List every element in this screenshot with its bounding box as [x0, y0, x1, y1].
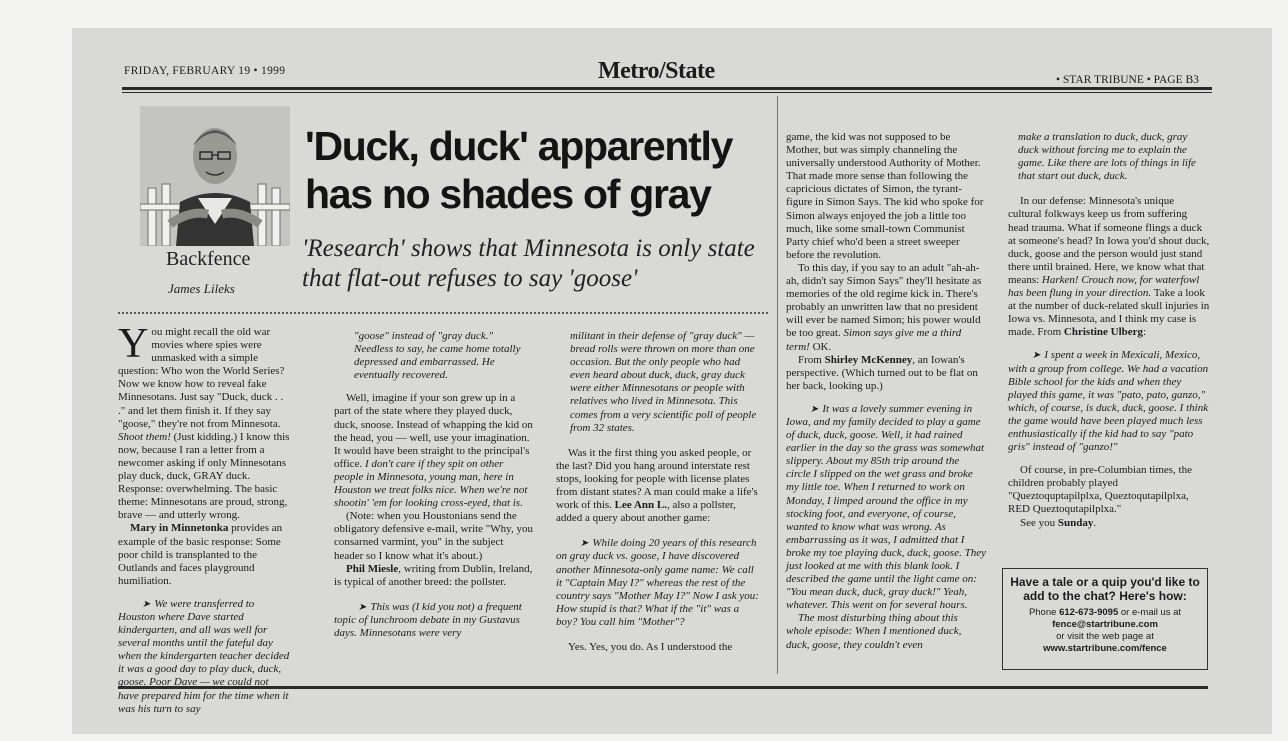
emphasis: Simon says give me a third term!	[786, 327, 962, 353]
subheadline: 'Research' shows that Minnesota is only state that flat-out refuses to say 'goose'	[302, 235, 755, 292]
paragraph: game, the kid was not supposed to be Mother, but was simply channeling the universally understood Authority of Mother. That made more sense than following the capricious dictates of Simon, the tyrant-figure in Simon Says. The kid who spoke for Simon always enjoyed the job a little too much, like some small-town Communist Party chief who'd been a street sweeper before the revolution.	[786, 131, 984, 261]
paragraph: , an Iowan's perspective. (Which turned out to be flat on her back, looking up.)	[786, 353, 978, 392]
phone-number: 612-673-9095	[1059, 607, 1119, 618]
paragraph: Yes. Yes, you do. As I understood the	[568, 640, 733, 653]
dotted-rule	[118, 312, 768, 314]
contact-box	[1002, 568, 1208, 670]
article-column-2	[334, 330, 534, 640]
phone-label: Phone	[1028, 607, 1057, 618]
paragraph: Take a look at the number of duck-related skull injuries in Iowa vs. Minnesota, and I think my case is made. From	[1008, 287, 1210, 339]
reader-letter: This was (I kid you not) a frequent topic of lunchroom debate in my Gustavus days. Minnesotans were very	[334, 600, 522, 639]
article-column-4	[786, 131, 986, 652]
sign-off: See you	[1020, 516, 1056, 529]
reader-letter: It was a lovely summer evening in Iowa, and my family decided to play a game of duck, duck, goose. Well, it had rained earlier in the day so the grass was somewhat slippery. About my 85th trip around the circle I slipped on the wet grass and broke my little toe. When I returned to work on Monday, I limped around the office in my stocking foot, and everyone, of course, wanted to know what was wrong. As embarrassing as it was, I admitted that I broke my toe playing duck, duck, goose. They just looked at me with this blank look. I described the game until the light came on: "You mean duck, duck, gray duck!" Yeah, whatever. This went on for several hours.	[786, 402, 986, 612]
header-rule	[122, 87, 1212, 90]
paragraph: ou might recall the old war movies where spies were unmasked with a simple question: Who won the World Series? Now we know how to reveal fake Minnesotans. Just say "Duck, duck . . ." and let them finish it. If they say "goose," they're not from Minnesota.	[118, 326, 285, 430]
article-column-5	[1008, 131, 1210, 530]
arrow-bullet-icon: ➤	[142, 598, 151, 610]
reader-name: Lee Ann L.	[614, 499, 667, 512]
reader-letter: I spent a week in Mexicali, Mexico, with a group from college. We had a vacation Bible school for the kids and when they played this game, it was "pato, pato, ganzo," which, of course, is duck, duck, goose. I think the game would have been played much less enthusiastically if the kid had to say "pato gris" instead of "ganzo!"	[1008, 349, 1209, 454]
section-title: Metro/State	[598, 58, 715, 84]
web-url: www.startribune.com/fence	[1043, 643, 1167, 654]
paragraph: Was it the first thing you asked people, or the last? Did you hang around interstate rest stops, looking for people with license plates from distant states? A man could make a life's work of this.	[556, 446, 758, 512]
paragraph: Well, imagine if your son grew up in a part of the state where they played duck, duck, snoose. Instead of whapping the kid on the head, you — well, use your imagination. It would have been straight to the principal's office.	[334, 392, 533, 470]
reader-name: Christine Ulberg	[1063, 326, 1144, 339]
arrow-bullet-icon: ➤	[358, 601, 367, 613]
reader-letter: The most disturbing thing about this whole episode: When I mentioned duck, duck, goose, they couldn't even	[786, 612, 962, 651]
web-prefix: or visit the web page at	[1056, 631, 1154, 642]
reader-letter: make a translation to duck, duck, gray duck without forcing me to explain the game. Like there are lots of things in life that start out duck, duck.	[1018, 131, 1196, 183]
sign-off-period: .	[1093, 516, 1097, 529]
email-address: fence@startribune.com	[1052, 619, 1158, 630]
sign-off-day: Sunday	[1057, 516, 1094, 529]
header-rule-thin	[122, 92, 1212, 93]
paragraph: provides an example of the basic response: Some poor child is transplanted to the Outlands and faces playground humiliation.	[118, 522, 283, 587]
drop-cap: Y	[118, 321, 149, 367]
reader-letter: We were transferred to Houston where Dave started kindergarten, and all was well for several months until the fateful day when the kindergarten teacher decided it was a good day to play duck, duck, goose. Poor Dave — we could not have prepared him for the time when it was his turn to say	[118, 597, 290, 715]
reader-name: Mary in Minnetonka	[130, 522, 229, 535]
emphasis: I don't care if they spit on other people in Minnesota, young man, here in Houston we treat folks nice. When we're not shootin' 'em for looking cross-eyed, that is.	[334, 457, 528, 510]
reader-name: Phil Miesle	[346, 562, 399, 575]
columnist-portrait-icon	[140, 106, 290, 246]
emphasis: Shoot them!	[118, 430, 171, 443]
paragraph: Of course, in pre-Columbian times, the children probably played "Queztoquptapilplxa, Queztoqutapilplxa, RED Queztoqutapilplxa."	[1008, 464, 1192, 516]
article-column-3	[556, 330, 762, 654]
reader-letter: "goose" instead of "gray duck." Needless to say, he came home totally depressed and embarrassed. He eventually recovered.	[354, 330, 521, 382]
paragraph: To this day, if you say to an adult "ah-ah-ah, didn't say Simon Says" they'll hesitate as memories of the old regime kick in. There's probably an unwritten law that no president will ever be named Simon; his power would be too great.	[786, 261, 982, 340]
paragraph: (Note: when you Houstonians send the obligatory defensive e-mail, write "Why, you consarned varmint, you" in the subject header so I know what it's about.)	[334, 510, 533, 562]
issue-date: FRIDAY, FEBRUARY 19 • 1999	[124, 65, 286, 77]
arrow-bullet-icon: ➤	[580, 538, 589, 550]
paragraph: OK.	[812, 340, 832, 353]
reader-letter: militant in their defense of "gray duck" — bread rolls were thrown on more than one occasion. But the only people who had even heard about duck, duck, gray duck were either Minnesotans or people with relatives who lived in Minnesota. This comes from a very scientific poll of people from 32 states.	[570, 330, 757, 434]
paragraph: In our defense: Minnesota's unique cultural folkways keep us from suffering head trauma. What if someone flings a duck at someone's head? In Iowa you'd shout duck, duck, goose and the person would just stand there until brained. Here, we know what that means:	[1008, 195, 1210, 286]
contact-heading: Have a tale or a quip you'd like to add to the chat? Here's how:	[1010, 575, 1200, 603]
columnist-photo	[140, 106, 290, 246]
headline: 'Duck, duck' apparently has no shades of gray	[305, 123, 733, 217]
emphasis: Harken! Crouch now, for waterfowl has been flung in your direction.	[1008, 273, 1200, 300]
paragraph: , writing from Dublin, Ireland, is typical of another breed: the pollster.	[334, 562, 533, 588]
arrow-bullet-icon: ➤	[810, 403, 819, 415]
paragraph: :	[1143, 326, 1147, 339]
column-kicker: Backfence	[166, 248, 251, 270]
arrow-bullet-icon: ➤	[1032, 350, 1041, 362]
byline: James Lileks	[168, 281, 235, 296]
article-column-1	[118, 321, 292, 716]
paragraph: , also a pollster, added a query about another game:	[556, 499, 736, 525]
reader-letter: While doing 20 years of this research on gray duck vs. goose, I have discovered another Minnesota-only game name: We call it "Captain May I?" whereas the rest of the country says "Mother May I?" Now I ask you: How stupid is that? What if the "it" was a boy? You call him "Mother"?	[556, 537, 759, 628]
paragraph: From	[798, 353, 822, 366]
paragraph: (Just kidding.) I know this now, because I ran a letter from a newcomer asking if only Minnesotans play duck, duck, GRAY duck. Response: overwhelming. The basic theme: Minnesotans are proud, strong, brave — and utterly wrong.	[118, 430, 290, 522]
column-rule	[777, 96, 778, 674]
reader-name: Shirley McKenney	[824, 353, 913, 366]
email-prefix: or e-mail us at	[1120, 607, 1182, 618]
page-reference: • STAR TRIBUNE • PAGE B3	[1056, 74, 1199, 86]
